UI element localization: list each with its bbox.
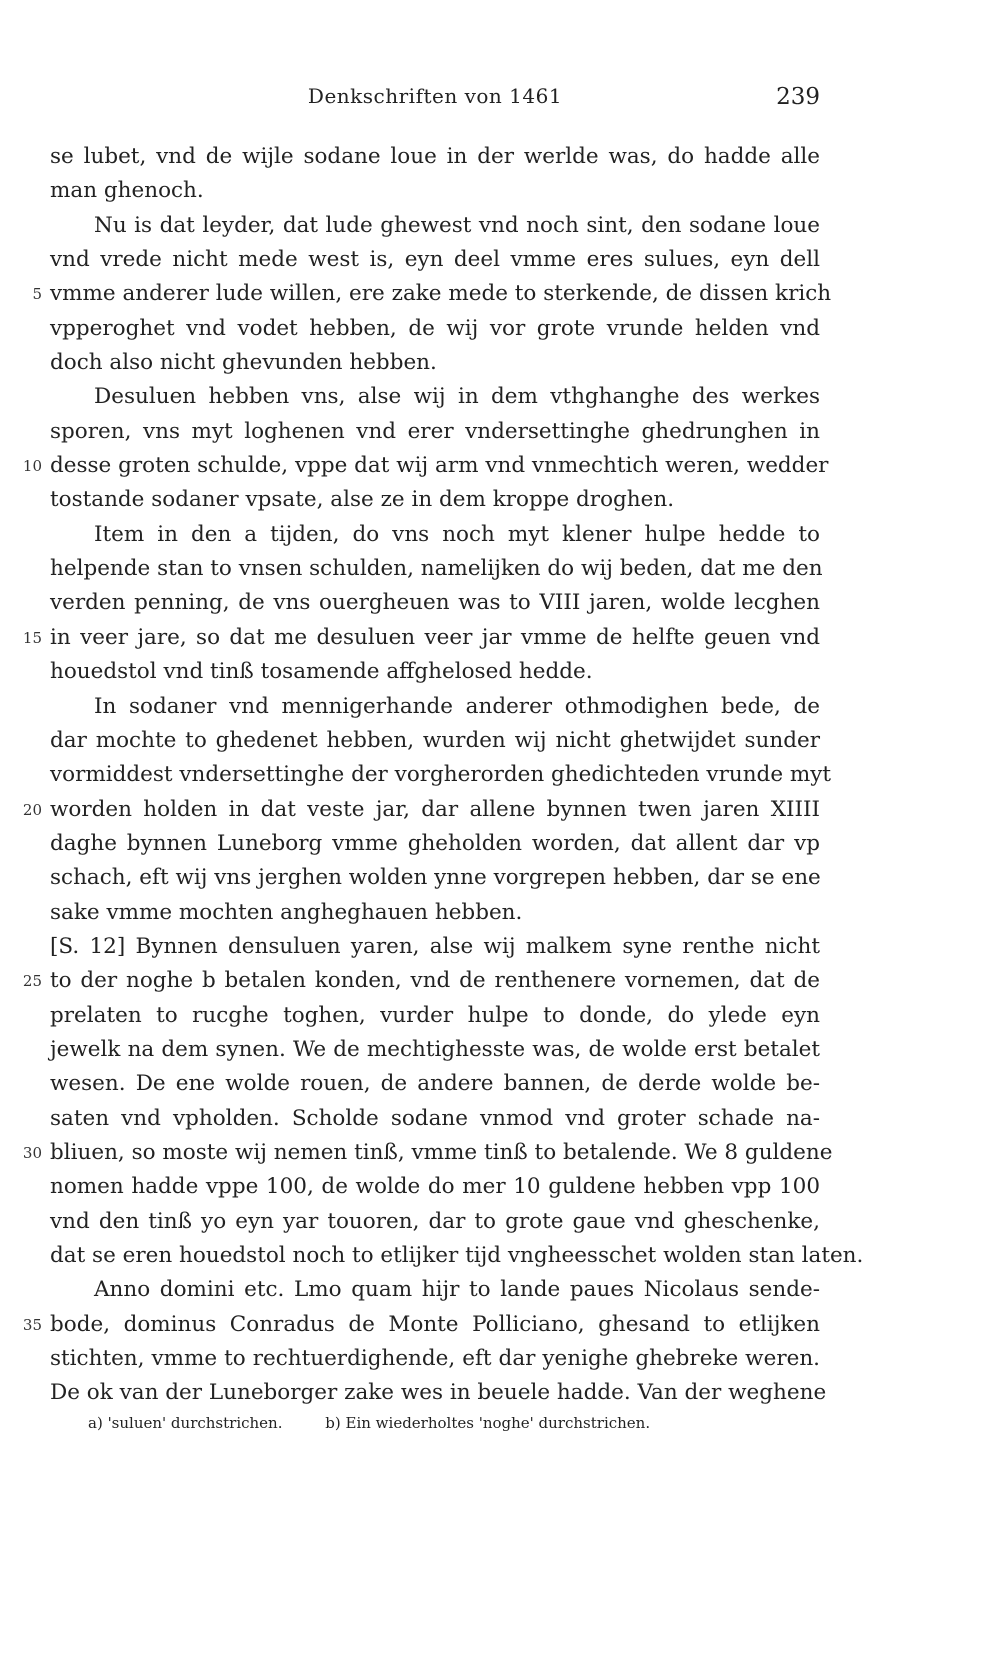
line-text: prelaten to rucghe toghen, vurder hulpe to donde, do ylede eyn <box>50 1002 820 1028</box>
text-line <box>50 861 820 895</box>
text-line <box>50 174 820 208</box>
line-text: daghe bynnen Luneborg vmme gheholden worden, dat allent dar vp <box>50 830 820 856</box>
line-text: desse groten schulde, vppe dat wij arm vnd vnmechtich weren, wedder <box>50 453 829 479</box>
page-number: 239 <box>776 84 820 110</box>
text-line <box>22 1308 820 1342</box>
line-text: stichten, vmme to rechtuerdighende, eft dar yenighe ghebreke weren. <box>50 1346 820 1372</box>
line-text: Anno domini etc. Lmo quam hijr to lande paues Nicolaus sende- <box>94 1277 820 1303</box>
line-text: worden holden in dat veste jar, dar allene bynnen twen jaren XIIII <box>50 796 820 822</box>
line-text: vnd vrede nicht mede west is, eyn deel vmme eres sulues, eyn dell <box>50 247 820 273</box>
line-text: vpperoghet vnd vodet hebben, de wij vor grote vrunde helden vnd <box>50 315 820 341</box>
text-line <box>50 1376 827 1410</box>
line-number: 15 <box>22 628 42 647</box>
text-line <box>50 483 820 517</box>
line-text: man ghenoch. <box>50 178 204 204</box>
line-text: verden penning, de vns ouergheuen was to VIII jaren, wolde lecghen <box>50 590 820 616</box>
line-text: [S. 12] Bynnen densuluen yaren, alse wij malkem syne renthe nicht <box>50 933 820 959</box>
line-text: bode, dominus Conradus de Monte Polliciano, ghesand to etlijken <box>50 1311 820 1337</box>
text-line <box>50 1239 864 1273</box>
text-line <box>50 1342 820 1376</box>
line-text: Nu is dat leyder, dat lude ghewest vnd noch sint, den sodane loue <box>94 212 820 238</box>
line-number: 20 <box>22 800 42 819</box>
line-text: vnd den tinß yo eyn yar touoren, dar to grote gaue vnd gheschenke, <box>50 1208 820 1234</box>
line-number: 25 <box>22 972 42 991</box>
line-text: se lubet, vnd de wijle sodane loue in der werlde was, do hadde alle <box>50 144 820 169</box>
line-number: 30 <box>22 1143 42 1162</box>
text-line <box>50 415 820 449</box>
line-number: 10 <box>22 457 42 476</box>
text-line <box>50 999 820 1033</box>
text-line <box>50 140 820 174</box>
line-text: Item in den a tijden, do vns noch myt klener hulpe hedde to <box>94 521 820 547</box>
text-line <box>50 1273 820 1307</box>
line-text: in veer jare, so dat me desuluen veer jar vmme de helfte geuen vnd <box>50 624 820 650</box>
text-line <box>50 827 820 861</box>
text-line <box>50 346 820 380</box>
text-line <box>50 690 820 724</box>
line-text: sake vmme mochten angheghauen hebben. <box>50 899 523 925</box>
line-text: sporen, vns myt loghenen vnd erer vndersettinghe ghedrunghen in <box>50 418 820 444</box>
footnote-b: b) Ein wiederholtes 'noghe' durchstrichen. <box>325 1414 651 1432</box>
text-line <box>50 380 820 414</box>
line-text: vormiddest vndersettinghe der vorgherorden ghedichteden vrunde myt <box>50 762 832 788</box>
text-line <box>50 930 820 964</box>
text-line <box>50 1170 820 1204</box>
line-text: dar mochte to ghedenet hebben, wurden wij nicht ghetwijdet sunder <box>50 727 820 753</box>
running-title: Denkschriften von 1461 <box>307 84 563 108</box>
line-text: dat se eren houedstol noch to etlijker tijd vngheesschet wolden stan laten. <box>50 1243 864 1268</box>
line-text: schach, eft wij vns jerghen wolden ynne vorgrepen hebben, dar se ene <box>50 865 821 891</box>
line-text: to der noghe b betalen konden, vnd de renthenere vornemen, dat de <box>50 968 820 994</box>
line-number: 5 <box>32 285 42 304</box>
line-text: houedstol vnd tinß tosamende affghelosed hedde. <box>50 659 593 685</box>
text-line <box>50 209 820 243</box>
text-line <box>50 586 820 620</box>
text-line <box>50 896 820 930</box>
text-line <box>50 552 823 586</box>
text-line <box>22 1136 833 1170</box>
line-text: In sodaner vnd mennigerhande anderer othmodighen bede, de <box>94 693 820 719</box>
text-line <box>50 1205 820 1239</box>
main-text <box>22 140 864 1411</box>
text-line <box>50 1067 820 1101</box>
text-line <box>50 724 820 758</box>
text-line <box>50 518 820 552</box>
line-text: vmme anderer lude willen, ere zake mede to sterkende, de dissen krich <box>50 281 832 307</box>
footnotes <box>88 1414 820 1432</box>
page-header <box>50 84 820 124</box>
line-text: nomen hadde vppe 100, de wolde do mer 10 guldene hebben vpp 100 <box>50 1174 820 1200</box>
text-line <box>50 758 832 792</box>
line-text: Desuluen hebben vns, alse wij in dem vthghanghe des werkes <box>94 384 820 410</box>
text-line <box>50 243 820 277</box>
text-line <box>50 312 820 346</box>
line-text: doch also nicht ghevunden hebben. <box>50 350 437 376</box>
line-text: helpende stan to vnsen schulden, namelijken do wij beden, dat me den <box>50 556 823 582</box>
text-line <box>50 1033 820 1067</box>
text-line <box>22 621 820 655</box>
text-line <box>50 655 820 689</box>
line-number: 35 <box>22 1315 42 1334</box>
line-text: wesen. De ene wolde rouen, de andere bannen, de derde wolde be- <box>50 1071 820 1097</box>
line-text: saten vnd vpholden. Scholde sodane vnmod vnd groter schade na- <box>50 1105 820 1131</box>
text-line <box>50 1102 820 1136</box>
line-text: De ok van der Luneborger zake wes in beuele hadde. Van der weghene <box>50 1380 827 1406</box>
text-line <box>22 964 820 998</box>
line-text: bliuen, so moste wij nemen tinß, vmme tinß to betalende. We 8 guldene <box>50 1139 833 1165</box>
line-text: jewelk na dem synen. We de mechtighesste was, de wolde erst betalet <box>50 1036 820 1062</box>
text-line <box>22 793 820 827</box>
text-line <box>22 449 829 483</box>
text-line <box>32 277 832 311</box>
footnote-a: a) 'suluen' durchstrichen. <box>88 1414 283 1432</box>
line-text: tostande sodaner vpsate, alse ze in dem kroppe droghen. <box>50 487 675 513</box>
